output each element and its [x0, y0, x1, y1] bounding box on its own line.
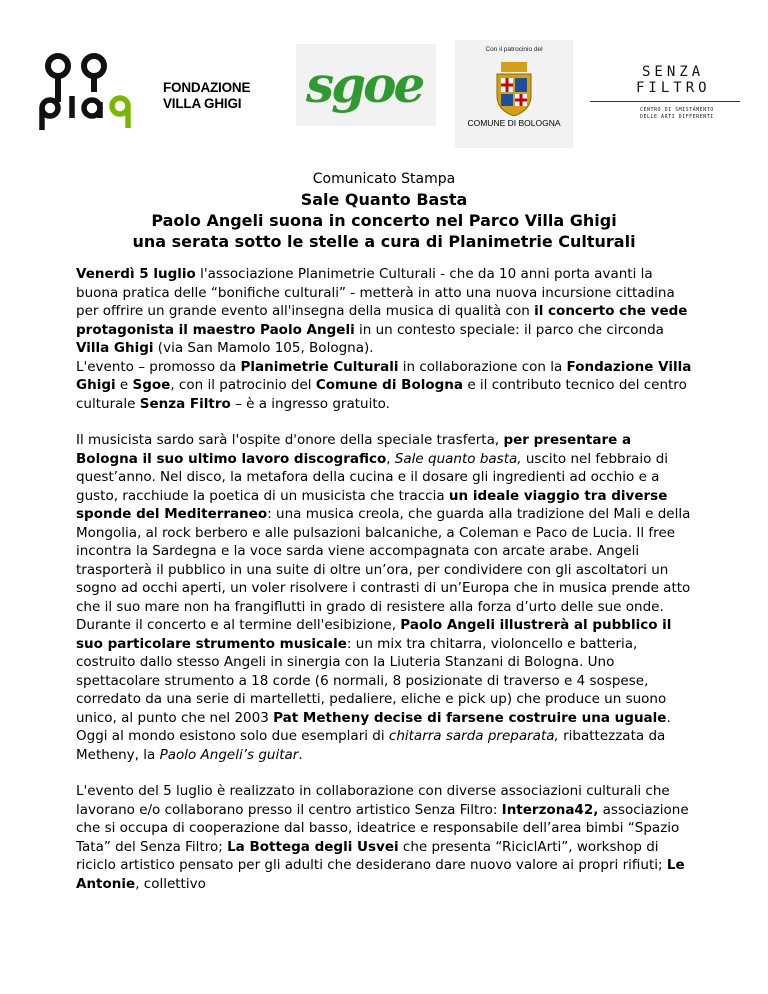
subtitle-line-2: una serata sotto le stelle a cura di Planimetrie Culturali [132, 232, 636, 251]
bold-span: Comune di Bologna [315, 377, 464, 393]
comunicato-label: Comunicato Stampa [312, 171, 456, 187]
patrocinio-label: Con il patrocinio del [485, 46, 543, 53]
comune-di-bologna-logo [455, 40, 573, 148]
bold-span: Sgoe [132, 377, 171, 393]
italic-span: Paolo Angeli’s guitar [159, 746, 299, 763]
sgoe-logo [296, 44, 436, 126]
plaq-logo [36, 52, 132, 132]
text-span: in collaborazione con la [398, 358, 567, 375]
senza-subtitle [640, 107, 714, 121]
crest-icon [493, 62, 535, 116]
bold-span: Fondazione Villa Ghigi [76, 358, 692, 393]
text-span: . [298, 746, 303, 763]
bold-span: Villa Ghigi [76, 340, 154, 356]
text-span: L'evento – promosso da [76, 358, 241, 375]
senza-sub-line1: CENTRO DI SMISTAMENTO [640, 107, 714, 113]
bold-span: Pat Metheny decise di farsene costruire una uguale [273, 709, 667, 726]
senza-sub-line2: DELLE ARTI DIFFERENTI [640, 114, 714, 120]
text-span: – è a ingresso gratuito. [230, 395, 390, 412]
bold-span: La Bottega degli Usvei [227, 838, 399, 855]
italic-span: Sale quanto basta, [394, 450, 522, 467]
filtro-label: FILTRO [636, 80, 711, 96]
paragraph-4 [76, 616, 696, 764]
bold-span: Interzona42, [501, 801, 599, 818]
text-span: L'evento del 5 luglio è realizzato in collaborazione con diverse associazioni culturali che lavorano e/o collaborano presso il centro artistico Senza Filtro: [76, 783, 670, 818]
press-release-header [0, 170, 768, 252]
text-span: : una musica creola, che guarda alla tradizione del Mali e della Mongolia, al rock berbero e alle pulsazioni balcaniche, a Coleman e Paco de Lucia. Il free incontra la Sardegna e la voce sarda viene accompagnata con arcate arabe. Angeli trasporterà il pubblico in una suite di oltre un’ora, per condividere con gli ascoltatori un sogno ad occhi aperti, un voler risolvere i contrasti di un’Europa che in musica prende atto che il suo mare non ha frangiflutti in grado di resistere alla forza d’urto delle sue onde. [76, 506, 691, 615]
text-span: associazione che si occupa di cooperazione dal basso, ideatrice e responsabile dell’area bimbi “Spazio Tata” del Senza Filtro; [76, 801, 689, 855]
text-span: e [115, 377, 133, 393]
text-span: : un mix tra chitarra, violoncello e batteria, costruito dallo stesso Angeli in sinergia con la Liuteria Stanzani di Bologna. Uno spettacolare strumento a 18 corde (6 normali, 8 posizionate di traverso e 4 sospese, corredato da una serie di martelletti, pedaliere, eliche e pick up) che produce un suono unico, al punto che nel 2003 [76, 635, 667, 726]
senza-filtro-logo [590, 64, 750, 134]
svg-text:sgoe: sgoe [306, 55, 423, 114]
senza-divider [590, 101, 740, 102]
villa-ghigi-label: VILLA GHIGI [163, 96, 242, 111]
text-span: Il musicista sardo sarà l'ospite d'onore della speciale trasferta, [76, 432, 504, 448]
bold-span: un ideale viaggio tra diverse sponde del Mediterraneo [76, 487, 668, 522]
paragraph-2 [76, 358, 696, 414]
bold-span: Planimetrie Culturali [240, 358, 399, 375]
text-span: (via San Mamolo 105, Bologna). [153, 340, 374, 356]
subtitle-line-1: Paolo Angeli suona in concerto nel Parco Villa Ghigi [151, 211, 617, 230]
text-span: , collettivo [135, 875, 206, 892]
text-span: in un contesto speciale: il parco che circonda [354, 321, 664, 338]
senza-label: SENZA [642, 64, 705, 80]
logo-bar [0, 0, 768, 150]
italic-span: chitarra sarda preparata, [388, 728, 559, 744]
bold-span: il concerto che vede protagonista il maestro Paolo Angeli [76, 303, 688, 338]
text-span: , [386, 450, 395, 467]
article-body [76, 265, 696, 911]
text-span: , con il patrocinio del [170, 377, 316, 393]
text-span: l'associazione Planimetrie Culturali - che da 10 anni porta avanti la buona pratica delle “bonifiche culturali” - metterà in atto una nuova incursione cittadina per offrire un grande evento all'insegna della musica di qualità con [76, 266, 675, 319]
bold-span: Paolo Angeli illustrerà al pubblico il suo particolare strumento musicale [76, 617, 672, 652]
text-span: uscito nel febbraio di quest’anno. Nel disco, la metafora della cucina e il dosare gli ingredienti ad occhio e a gusto, racchiude la poetica di un musicista che traccia [76, 450, 669, 504]
paragraph-3 [76, 431, 696, 616]
date-highlight: Venerdì 5 luglio [76, 266, 196, 282]
bold-span: per presentare a Bologna il suo ultimo lavoro discografico [76, 432, 632, 467]
text-span: e il contributo tecnico del centro culturale [76, 377, 687, 412]
page-title: Sale Quanto Basta [300, 190, 468, 209]
paragraph-1 [76, 265, 696, 358]
text-span: ribattezzata da Metheny, la [76, 728, 666, 763]
paragraph-5 [76, 782, 696, 893]
fondazione-label: FONDAZIONE [163, 80, 251, 95]
bold-span: Senza Filtro [139, 395, 231, 412]
bold-span: Le Antonie [76, 857, 685, 892]
comune-label: COMUNE DI BOLOGNA [467, 118, 561, 128]
text-span: che presenta “RiciclArti”, workshop di riciclo artistico pensato per gli adulti che desiderano dare nuovo valore ai propri rifiuti; [76, 838, 667, 873]
text-span: . Oggi al mondo esistono solo due esemplari di [76, 709, 671, 744]
fondazione-villa-ghigi-logo [163, 80, 250, 112]
text-span: Durante il concerto e al termine dell'esibizione, [76, 617, 401, 633]
